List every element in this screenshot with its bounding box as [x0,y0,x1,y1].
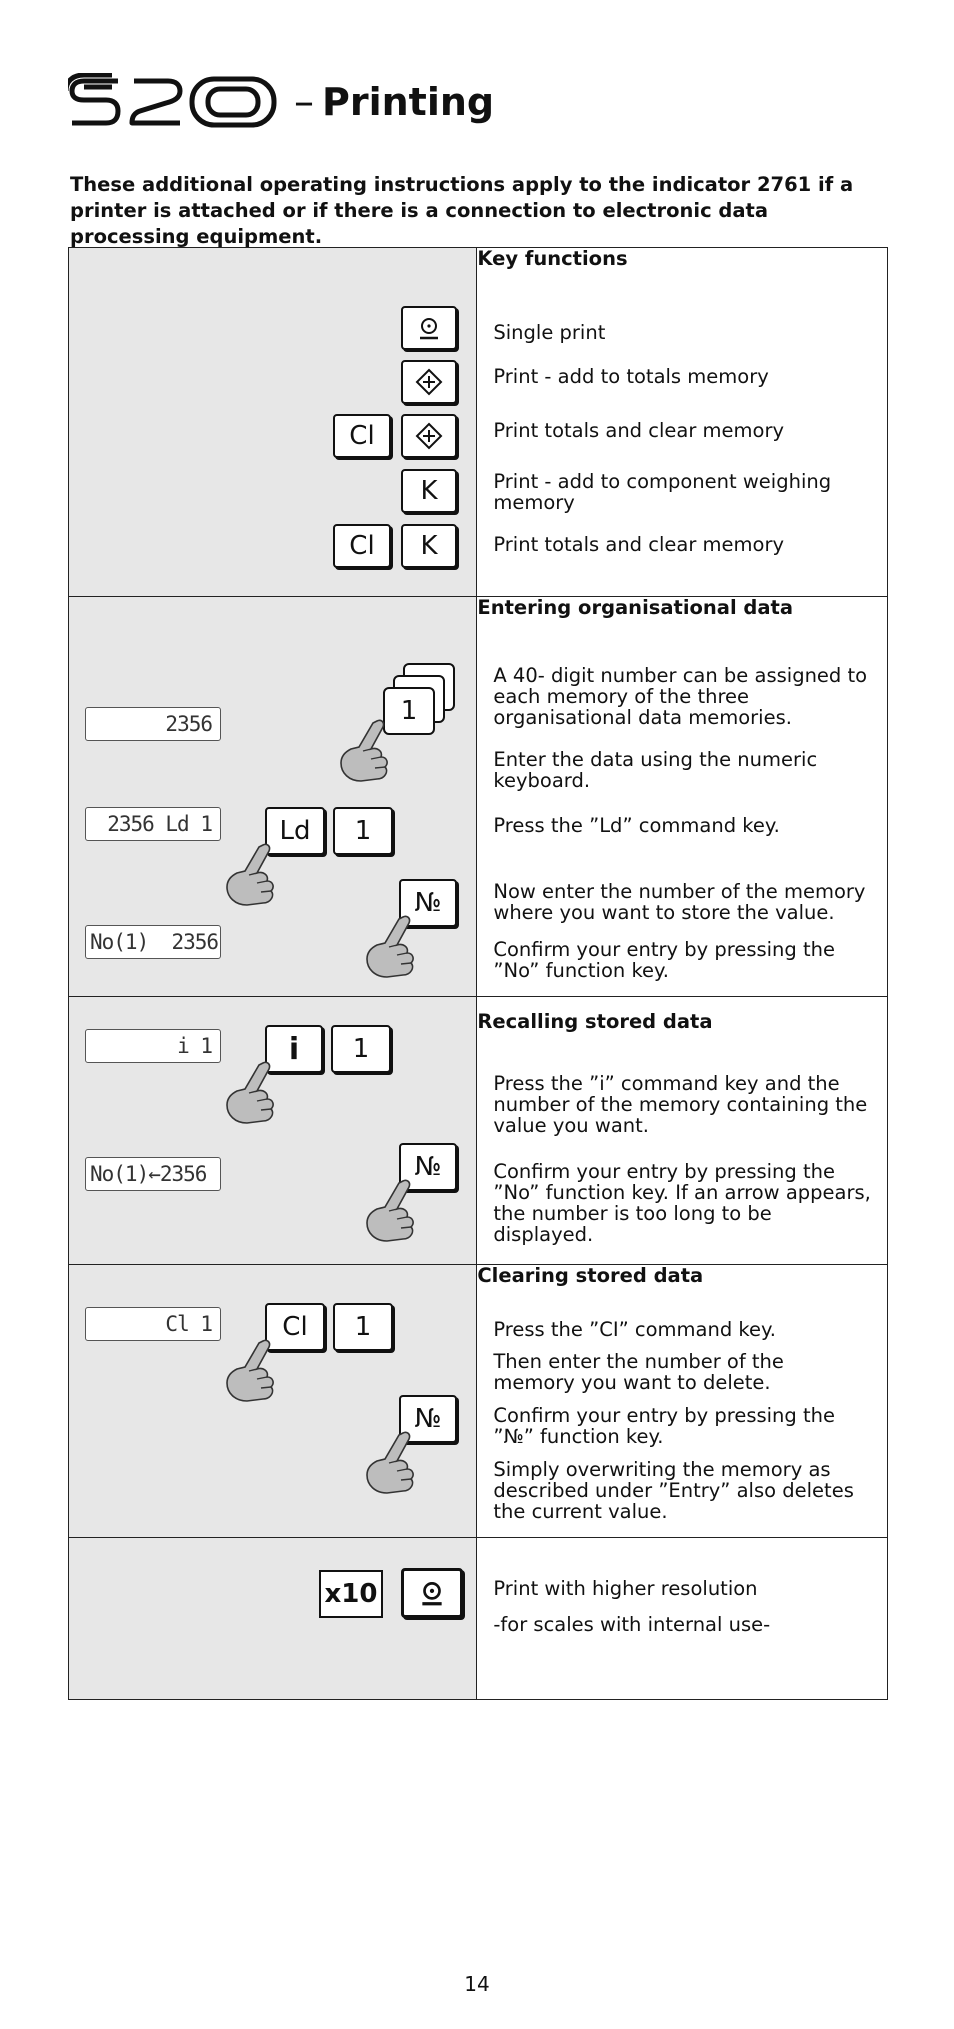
paragraph: Print with higher resolution [493,1577,758,1600]
lcd-display: No(1)←2356 [85,1157,221,1191]
diamond-plus-icon [415,368,443,396]
paragraph: Press the ”Ld” command key. [493,814,780,837]
ld-key[interactable]: Ld [265,807,325,855]
x10-key[interactable]: x10 [319,1570,383,1618]
key-1[interactable]: 1 [331,1025,391,1073]
page-header [68,72,494,132]
cl-key[interactable]: Cl [265,1303,325,1351]
paragraph: Confirm your entry by pressing the ”№” function key. [493,1404,835,1448]
item-print-add: Print - add to totals memory [493,365,769,388]
instruction-table [68,247,888,1700]
lcd-display: 2356 [85,707,221,741]
hand-icon [223,1339,283,1403]
key-1[interactable]: 1 [333,1303,393,1351]
paragraph: -for scales with internal use- [493,1613,771,1636]
paragraph: Now enter the number of the memory where you want to store the value. [493,880,866,924]
item-component: Print - add to component weighing memory [493,470,832,514]
no-key[interactable]: № [399,1395,457,1443]
row-recalling [69,997,888,1265]
item-print-totals: Print totals and clear memory [493,419,785,442]
text-clearing [477,1265,888,1538]
intro-text: These additional operating instructions apply to the indicator 2761 if a printer is attached or if there is a connection to electronic data processing equipment. [70,173,854,248]
print-icon [415,314,443,342]
hand-icon [337,719,397,783]
i-key[interactable]: i [265,1025,323,1073]
lcd-display: No(1) 2356 [85,925,221,959]
no-key[interactable]: № [399,1143,457,1191]
print-key[interactable] [401,1568,463,1618]
illustration-recalling [69,997,477,1265]
paragraph: Confirm your entry by pressing the ”No” function key. If an arrow appears, the number is too long to be displayed. [493,1160,871,1246]
paragraph: Enter the data using the numeric keyboard. [493,748,818,792]
k-key[interactable]: K [401,469,457,513]
paragraph: Simply overwriting the memory as described under ”Entry” also deletes the current value. [493,1458,854,1523]
paragraph: Confirm your entry by pressing the ”No” function key. [493,938,835,982]
hand-icon [223,1061,283,1125]
page-number: 14 [464,1972,490,1996]
hand-icon [363,1179,423,1243]
lcd-display: 2356 Ld 1 [85,807,221,841]
page-title: Printing [322,80,495,124]
print-icon [417,1578,447,1608]
illustration-key-functions [69,248,477,597]
section-title: Entering organisational data [477,596,794,619]
row-resolution [69,1538,888,1700]
lcd-display: Cl 1 [85,1307,221,1341]
lcd-display: i 1 [85,1029,221,1063]
cl-key[interactable]: Cl [333,414,391,458]
text-recalling [477,997,888,1265]
key-1[interactable]: 1 [333,807,393,855]
s20-logo [68,73,278,131]
k-key-2[interactable]: K [401,524,457,568]
text-key-functions [477,248,888,597]
hand-icon [363,915,423,979]
paragraph: Then enter the number of the memory you want to delete. [493,1350,784,1394]
key-1[interactable]: 1 [383,687,435,735]
row-key-functions [69,248,888,597]
row-clearing [69,1265,888,1538]
title-dash: – [294,79,314,125]
illustration-entering [69,597,477,997]
illustration-resolution [69,1538,477,1700]
hand-icon [223,843,283,907]
item-print-totals-2: Print totals and clear memory [493,533,785,556]
row-entering [69,597,888,997]
print-key[interactable] [401,306,457,350]
section-title: Clearing stored data [477,1264,704,1287]
section-title: Key functions [477,247,628,270]
paragraph: A 40- digit number can be assigned to each memory of the three organisational data memories. [493,664,868,729]
item-single-print: Single print [493,321,606,344]
text-entering [477,597,888,997]
print-add-key[interactable] [401,360,457,404]
section-title: Recalling stored data [477,1010,713,1033]
paragraph: Press the ”CI” command key. [493,1318,776,1341]
illustration-clearing [69,1265,477,1538]
text-resolution [477,1538,888,1700]
cl-key-2[interactable]: Cl [333,524,391,568]
print-add-key-2[interactable] [401,414,457,458]
paragraph: Press the ”i” command key and the number of the memory containing the value you want. [493,1072,868,1137]
hand-icon [363,1431,423,1495]
no-key[interactable]: № [399,879,457,927]
diamond-plus-icon [415,422,443,450]
